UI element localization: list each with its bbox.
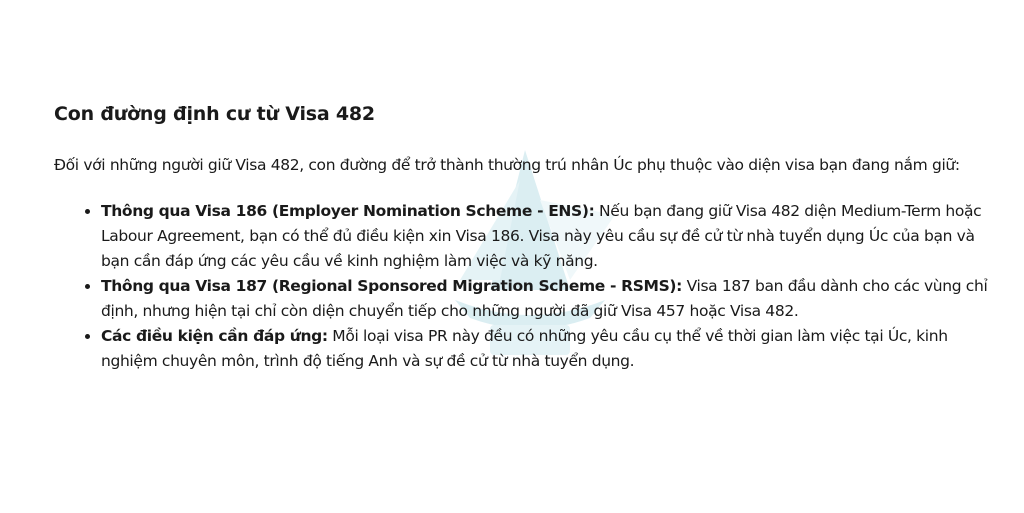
list-item-title: Thông qua Visa 186 (Employer Nomination Scheme - ENS): <box>101 202 595 220</box>
article-content <box>54 98 1004 374</box>
list-item-title: Các điều kiện cần đáp ứng: <box>101 327 328 345</box>
list-item-text: Visa 187 ban đầu dành cho các vùng chỉ định, nhưng hiện tại chỉ còn diện chuyển tiếp cho những người đã giữ Visa 457 hoặc Visa 482. <box>101 277 988 320</box>
list-item <box>101 324 1004 374</box>
list-item-title: Thông qua Visa 187 (Regional Sponsored Migration Scheme - RSMS): <box>101 277 682 295</box>
list-item <box>101 274 1004 324</box>
article-intro: Đối với những người giữ Visa 482, con đường để trở thành thường trú nhân Úc phụ thuộc vào diện visa bạn đang nắm giữ: <box>54 156 960 174</box>
bullet-list <box>54 199 1004 374</box>
list-item-text: Mỗi loại visa PR này đều có những yêu cầu cụ thể về thời gian làm việc tại Úc, kinh nghiệm chuyên môn, trình độ tiếng Anh và sự đề cử từ nhà tuyển dụng. <box>101 327 948 370</box>
list-item <box>101 199 1004 274</box>
article-heading: Con đường định cư từ Visa 482 <box>54 103 375 125</box>
list-item-text: Nếu bạn đang giữ Visa 482 diện Medium-Term hoặc Labour Agreement, bạn có thể đủ điều kiện xin Visa 186. Visa này yêu cầu sự đề cử từ nhà tuyển dụng Úc của bạn và bạn cần đáp ứng các yêu cầu về kinh nghiệm làm việc và kỹ năng. <box>101 202 982 270</box>
